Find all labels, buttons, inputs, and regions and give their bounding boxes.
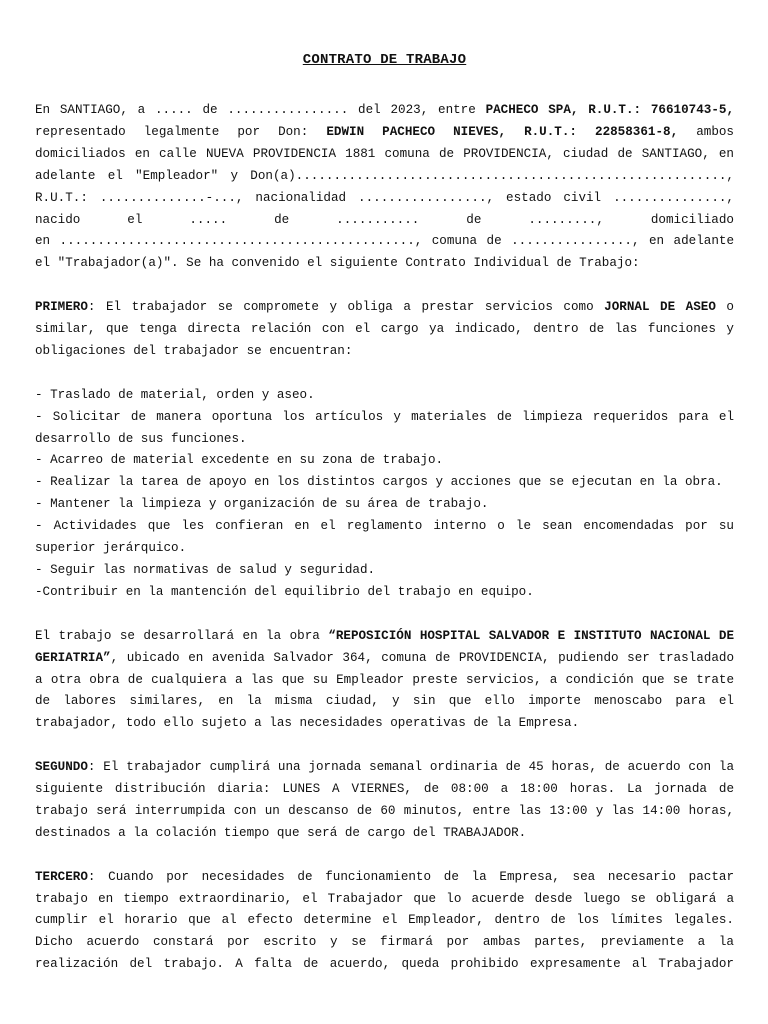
- clause-primero: [35, 297, 734, 363]
- segundo-line-2: siguiente distribución diaria: LUNES A VIERNES, de 08:00 a 18:00 horas. La jornada de: [35, 782, 734, 797]
- list-item: - Traslado de material, orden y aseo.: [35, 387, 315, 402]
- clause-text: o: [715, 300, 734, 315]
- primero-line-2: similar, que tenga directa relación con el cargo ya indicado, dentro de las funciones y: [35, 322, 734, 337]
- tercero-line-1: [35, 867, 734, 889]
- clause-text: , ubicado en avenida Salvador 364, comuna de PROVIDENCIA, pudiendo ser trasladado: [110, 650, 734, 665]
- list-item: - Actividades que les confieran en el reglamento interno o le sean encomendadas por su: [35, 519, 734, 534]
- primero-line-1: [35, 297, 734, 319]
- list-item: - Acarreo de material excedente en su zona de trabajo.: [35, 453, 444, 468]
- list-item: - Mantener la limpieza y organización de su área de trabajo.: [35, 497, 489, 512]
- obra-line-2: [35, 648, 734, 670]
- intro-paragraph: [35, 100, 734, 275]
- employer-name: PACHECO SPA, R.U.T.: 76610743-5,: [485, 103, 734, 117]
- intro-line-5: R.U.T.: ..............-..., nacionalidad ................., estado civil ...............,: [35, 190, 734, 205]
- list-item: - Solicitar de manera oportuna los artículos y materiales de limpieza requeridos para el: [35, 409, 734, 424]
- segundo-line-3: trabajo será interrumpida con un descanso de 60 minutos, entre las 13:00 y las 14:00 horas,: [35, 803, 734, 818]
- tercero-line-3: cumplir el horario que al efecto determine el Empleador, dentro de los límites legales.: [35, 913, 734, 928]
- paragraph-spacer: [35, 735, 734, 757]
- tercero-line-5: realización del trabajo. A falta de acuerdo, queda prohibido expresamente al Trabajador: [35, 957, 734, 972]
- intro-line-7: en ..............................................., comuna de ................, en adelante: [35, 234, 734, 249]
- obra-line-4: de labores similares, en la misma ciudad, y sin que ello importe menoscabo para el: [35, 694, 734, 709]
- paragraph-spacer: [35, 363, 734, 385]
- obra-line-3: a otra obra de cualquiera a las que su Empleador preste servicios, a condición que se trate: [35, 672, 734, 687]
- paragraph-spacer: [35, 275, 734, 297]
- clause-text: : El trabajador cumplirá una jornada semanal ordinaria de 45 horas, de acuerdo con la: [87, 760, 734, 775]
- clause-segundo: [35, 757, 734, 845]
- intro-line-3: domiciliados en calle NUEVA PROVIDENCIA 1881 comuna de PROVIDENCIA, ciudad de SANTIAGO, en: [35, 146, 734, 161]
- paragraph-spacer: [35, 845, 734, 867]
- project-name: “REPOSICIÓN HOSPITAL SALVADOR E INSTITUTO NACIONAL DE: [328, 628, 734, 643]
- intro-text: ambos: [678, 124, 734, 139]
- project-name: GERIATRIA”: [35, 650, 111, 665]
- tercero-line-4: Dicho acuerdo constará por escrito y se firmará por ambas partes, previamente a la: [35, 935, 734, 950]
- clause-label: TERCERO: [35, 869, 88, 884]
- list-item-continued: desarrollo de sus funciones.: [35, 431, 247, 446]
- obra-line-5: trabajador, todo ello sujeto a las necesidades operativas de la Empresa.: [35, 716, 580, 731]
- clause-text: : El trabajador se compromete y obliga a prestar servicios como: [87, 300, 605, 315]
- obra-line-1: [35, 626, 734, 648]
- clause-label: PRIMERO: [35, 300, 88, 315]
- work-site-paragraph: [35, 626, 734, 736]
- intro-line-4: adelante el "Empleador" y Don(a).........................................................,: [35, 168, 734, 183]
- segundo-line-4: destinados a la colación tiempo que será de cargo del TRABAJADOR.: [35, 825, 527, 840]
- intro-text: En SANTIAGO, a ..... de ................ del 2023, entre: [35, 103, 486, 117]
- task-list: [35, 385, 734, 604]
- intro-line-8: el "Trabajador(a)". Se ha convenido el siguiente Contrato Individual de Trabajo:: [35, 256, 640, 271]
- tercero-line-2: trabajo en tiempo extraordinario, el Trabajador que lo acuerde desde luego se obligará a: [35, 891, 734, 906]
- intro-line-1: [35, 100, 734, 122]
- segundo-line-1: [35, 757, 734, 779]
- intro-text: representado legalmente por Don:: [35, 124, 327, 139]
- paragraph-spacer: [35, 604, 734, 626]
- list-item-continued: superior jerárquico.: [35, 541, 187, 556]
- primero-line-3: obligaciones del trabajador se encuentran:: [35, 343, 353, 358]
- title-spacer: [35, 70, 734, 100]
- clause-text: El trabajo se desarrollará en la obra: [35, 628, 329, 643]
- contract-title: CONTRATO DE TRABAJO: [302, 52, 467, 68]
- list-item: - Realizar la tarea de apoyo en los distintos cargos y acciones que se ejecutan en la obra.: [35, 475, 723, 490]
- intro-line-6: nacido el ..... de ........... de ........., domiciliado: [35, 212, 734, 227]
- legal-representative: EDWIN PACHECO NIEVES, R.U.T.: 22858361-8,: [326, 124, 679, 139]
- clause-label: SEGUNDO: [35, 760, 88, 775]
- job-title: JORNAL DE ASEO: [604, 300, 716, 315]
- list-item: -Contribuir en la mantención del equilibrio del trabajo en equipo.: [35, 584, 534, 599]
- clause-tercero: [35, 867, 734, 977]
- list-item: - Seguir las normativas de salud y seguridad.: [35, 563, 376, 577]
- clause-text: : Cuando por necesidades de funcionamiento de la Empresa, sea necesario pactar: [87, 869, 734, 884]
- intro-line-2: [35, 122, 734, 144]
